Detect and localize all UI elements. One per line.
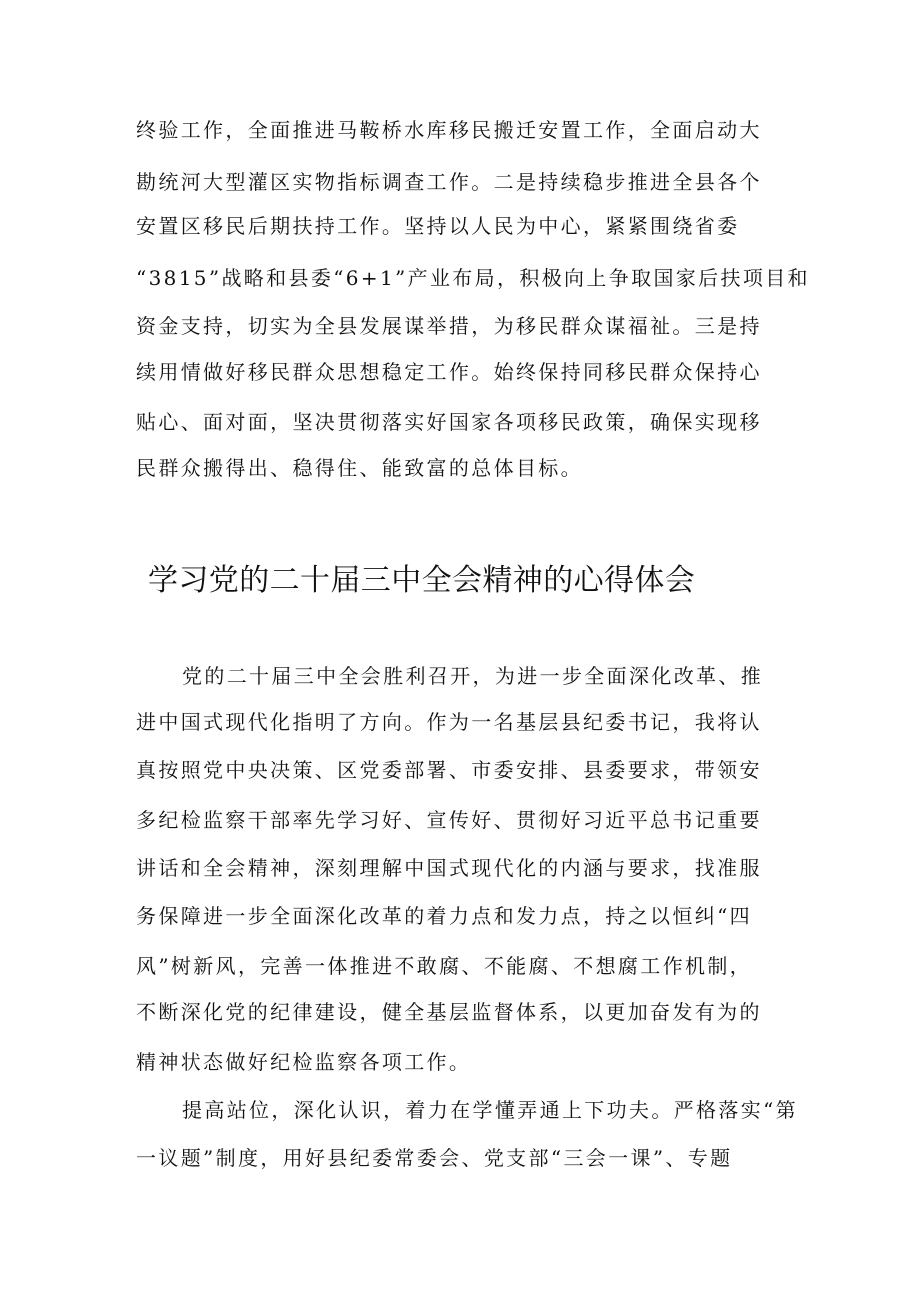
text-line: 终验工作，全面推进马鞍桥水库移民搬迁安置工作，全面启动大 — [136, 118, 762, 142]
text-line: 风”树新风，完善一体推进不敢腐、不能腐、不想腐工作机制， — [136, 954, 753, 978]
article-title: 学习党的二十届三中全会精神的心得体会 — [148, 563, 696, 598]
text-line: 进中国式现代化指明了方向。作为一名基层县纪委书记，我将认 — [136, 710, 762, 734]
text-line: 真按照党中央决策、区党委部署、市委安排、县委要求，带领安 — [136, 758, 762, 782]
text-line: 续用情做好移民群众思想稳定工作。始终保持同移民群众保持心 — [136, 360, 762, 384]
text-line: 多纪检监察干部率先学习好、宣传好、贯彻好习近平总书记重要 — [136, 808, 762, 832]
text-line: 提高站位，深化认识，着力在学懂弄通上下功夫。严格落实“第 — [182, 1098, 799, 1122]
text-line: “3815”战略和县委“6+1”产业布局，积极向上争取国家后扶项目和 — [136, 266, 810, 290]
text-line: 资金支持，切实为全县发展谋举措，为移民群众谋福祉。三是持 — [136, 314, 762, 338]
text-line: 党的二十届三中全会胜利召开，为进一步全面深化改革、推 — [182, 664, 764, 688]
text-line: 一议题”制度，用好县纪委常委会、党支部“三会一课”、专题 — [136, 1146, 733, 1170]
text-line: 安置区移民后期扶持工作。坚持以人民为中心，紧紧围绕省委 — [136, 214, 740, 238]
text-line: 务保障进一步全面深化改革的着力点和发力点，持之以恒纠“四 — [136, 904, 753, 928]
text-line: 精神状态做好纪检监察各项工作。 — [136, 1050, 472, 1074]
text-line: 不断深化党的纪律建设，健全基层监督体系，以更加奋发有为的 — [136, 1000, 762, 1024]
text-line: 讲话和全会精神，深刻理解中国式现代化的内涵与要求，找准服 — [136, 856, 762, 880]
text-line: 贴心、面对面，坚决贯彻落实好国家各项移民政策，确保实现移 — [136, 410, 762, 434]
text-line: 勘统河大型灌区实物指标调查工作。二是持续稳步推进全县各个 — [136, 170, 762, 194]
text-line: 民群众搬得出、稳得住、能致富的总体目标。 — [136, 456, 583, 480]
